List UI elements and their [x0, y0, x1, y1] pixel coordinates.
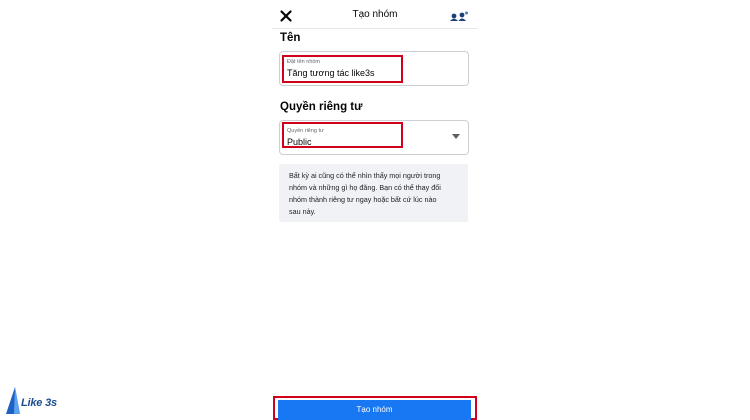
group-name-placeholder: Đặt tên nhóm: [287, 59, 321, 65]
close-icon[interactable]: [279, 9, 293, 23]
info-line: nhóm thành riêng tư ngay hoặc bất cứ lúc nào: [289, 195, 437, 204]
name-section-label: Tên: [280, 32, 301, 44]
page-title: Tạo nhóm: [352, 9, 398, 20]
like3s-logo-text: Like 3s: [21, 397, 57, 409]
privacy-info-text: [289, 170, 461, 218]
privacy-selected-value[interactable]: Public: [287, 137, 312, 147]
info-line: nhóm và những gì họ đăng. Bạn có thể thay đổi: [289, 183, 441, 192]
group-name-value[interactable]: Tăng tương tác like3s: [287, 68, 375, 78]
privacy-section-label: Quyền riêng tư: [280, 101, 363, 113]
group-badge-icon[interactable]: [449, 10, 469, 22]
info-line: Bất kỳ ai cũng có thể nhìn thấy mọi người trong: [289, 171, 441, 180]
create-group-button[interactable]: Tạo nhóm: [278, 400, 471, 420]
header-divider: [272, 28, 478, 29]
privacy-placeholder: Quyền riêng tư: [287, 128, 324, 134]
caret-down-icon[interactable]: [452, 134, 460, 139]
info-line: sau này.: [289, 207, 316, 216]
